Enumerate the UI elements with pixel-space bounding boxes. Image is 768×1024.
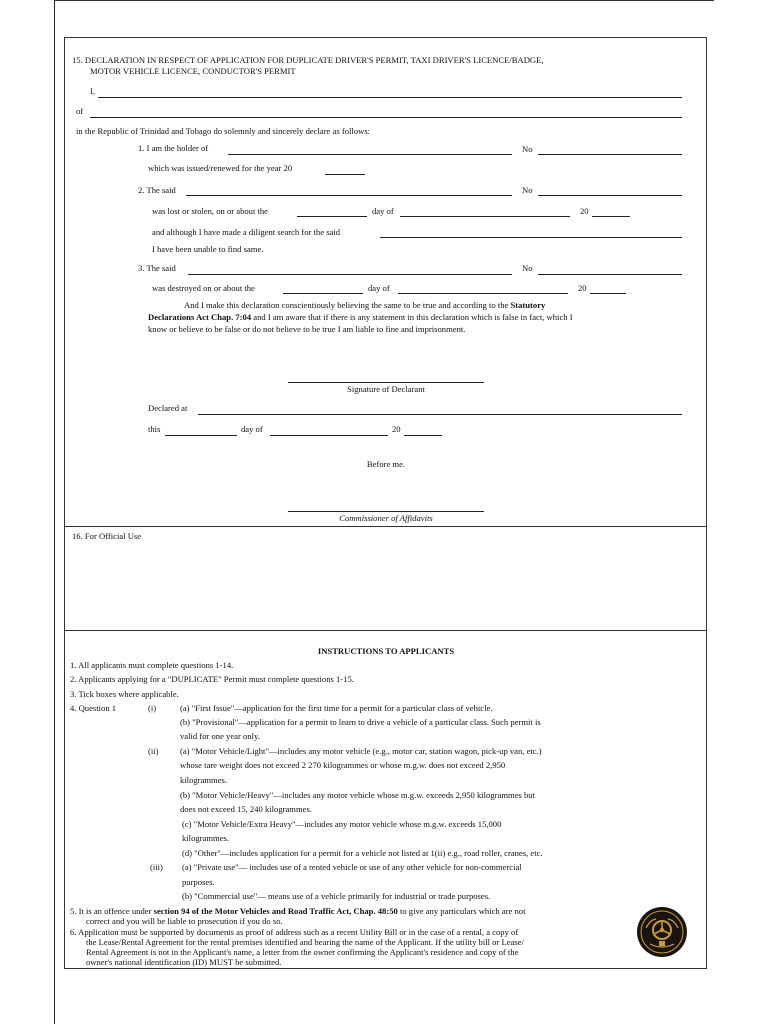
item-1-label: 1. I am the holder of	[138, 143, 209, 153]
declared-month-field[interactable]	[270, 435, 388, 436]
page-left-edge	[54, 0, 55, 1024]
instruction-6-cont-3: owner's national identification (ID) MUST be submitted.	[86, 957, 282, 967]
official-use-label: 16. For Official Use	[72, 531, 142, 541]
day-of-label-2: day of	[368, 283, 390, 293]
instruction-5-cont: correct and you will be liable to prosecution if you do so.	[86, 916, 283, 926]
instruction-1: 1. All applicants must complete questions 1-14.	[70, 660, 234, 670]
diligent-search-label: and although I have made a diligent search for the said	[152, 227, 341, 237]
instruction-3: 3. Tick boxes where applicable.	[70, 689, 179, 699]
item-2-document-field[interactable]	[186, 195, 512, 196]
mv-extra-heavy-def: (c) "Motor Vehicle/Extra Heavy"—includes any motor vehicle whose m.g.w. exceeds 15,000	[182, 819, 502, 829]
licensing-authority-seal	[636, 906, 688, 958]
roman-iii: (iii)	[150, 862, 163, 872]
instruction-2: 2. Applicants applying for a "DUPLICATE" Permit must complete questions 1-15.	[70, 674, 354, 684]
declared-at-field[interactable]	[198, 414, 682, 415]
instruction-6-cont-2: Rental Agreement is not in the Applicant's name, a letter from the owner confirming the Applicant's residence and copy of the	[86, 947, 519, 957]
instruction-5-act: section 94 of the Motor Vehicles and Road Traffic Act, Chap. 48:50	[153, 906, 398, 916]
section-15-heading-cont: MOTOR VEHICLE LICENCE, CONDUCTOR'S PERMIT	[90, 66, 296, 76]
section-15-heading: 15. DECLARATION IN RESPECT OF APPLICATION FOR DUPLICATE DRIVER'S PERMIT, TAXI DRIVER'S LICENCE/BADGE,	[72, 55, 544, 65]
item-2-label: 2. The said	[138, 185, 176, 195]
commissioner-signature-line[interactable]	[288, 511, 484, 512]
issued-renewed-label: which was issued/renewed for the year 20	[148, 163, 293, 173]
of-label: of	[76, 106, 84, 116]
lost-year-field[interactable]	[592, 216, 630, 217]
before-me-label: Before me.	[366, 459, 406, 469]
declared-at-label: Declared at	[148, 403, 188, 413]
address-field[interactable]	[90, 117, 682, 118]
official-use-area[interactable]	[66, 545, 704, 629]
instruction-5-a: 5. It is an offence under	[70, 906, 154, 916]
no-label: No	[522, 144, 533, 154]
declared-year-field[interactable]	[404, 435, 442, 436]
roman-i: (i)	[148, 703, 157, 713]
instruction-6-cont-1: the Lease/Rental Agreement for the rental premises identified and bearing the name of the Applicant. If the utility bill or Lease/	[86, 937, 524, 947]
section-divider-16-instructions	[64, 630, 706, 631]
commissioner-label: Commissioner of Affidavits	[339, 513, 433, 523]
roman-ii: (ii)	[148, 746, 159, 756]
year-prefix: 20	[580, 206, 589, 216]
republic-statement: in the Republic of Trinidad and Tobago do solemnly and sincerely declare as follows:	[76, 126, 370, 136]
lost-month-field[interactable]	[400, 216, 570, 217]
declaration-text-2b: and I am aware that if there is any statement in this declaration which is false in fact, which I	[251, 312, 573, 322]
day-of-label-3: day of	[241, 424, 263, 434]
no-label-2: No	[522, 185, 533, 195]
no-label-3: No	[522, 263, 533, 273]
mv-extra-heavy-def-2: kilogrammes.	[182, 833, 230, 843]
lost-date-field[interactable]	[297, 216, 367, 217]
item-3-number-field[interactable]	[538, 274, 682, 275]
item-3-document-field[interactable]	[188, 274, 512, 275]
item-2-number-field[interactable]	[538, 195, 682, 196]
issued-year-field[interactable]	[325, 174, 365, 175]
holder-of-field[interactable]	[228, 154, 512, 155]
statutory-text: Statutory	[510, 300, 546, 310]
mv-light-def-3: kilogrammes.	[180, 775, 228, 785]
page-top-rule	[54, 0, 714, 1]
destroyed-year-field[interactable]	[590, 293, 626, 294]
signature-of-declarant-label: Signature of Declarant	[347, 384, 425, 394]
private-use-def: (a) "Private use"— includes use of a rented vehicle or use of any other vehicle for non-commercial	[182, 862, 522, 872]
this-label: this	[148, 424, 161, 434]
mv-light-def: (a) "Motor Vehicle/Light"—includes any motor vehicle (e.g., motor car, station wagon, pick-up van, etc.)	[180, 746, 542, 756]
instructions-title: INSTRUCTIONS TO APPLICANTS	[317, 646, 455, 656]
seal-emblem-icon	[636, 906, 688, 958]
declarations-act-text: Declarations Act Chap. 7:04	[148, 312, 252, 322]
first-issue-def: (a) "First Issue"—application for the first time for a permit for a particular class of vehicle.	[180, 703, 493, 713]
declaration-line-1	[184, 300, 545, 311]
provisional-def: (b) "Provisional"—application for a permit to learn to drive a vehicle of a particular class. Such permit is	[180, 717, 541, 727]
unable-to-find-label: I have been unable to find same.	[152, 244, 264, 254]
day-of-label: day of	[372, 206, 394, 216]
declaration-text-1a: And I make this declaration conscientiously believing the same to be true and according to the	[184, 300, 511, 310]
holder-number-field[interactable]	[538, 154, 682, 155]
other-def: (d) "Other"—includes application for a permit for a vehicle not listed at 1(ii) e.g., road roller, cranes, etc.	[182, 848, 543, 858]
instruction-6: 6. Application must be supported by documents as proof of address such as a recent Utility Bill or in the case of a rental, a copy of	[70, 927, 519, 937]
declaration-line-3: know or believe to be false or do not believe to be true I am liable to fine and imprisonment.	[148, 324, 466, 334]
section-divider-15-16	[64, 526, 706, 527]
commercial-use-def: (b) "Commercial use"— means use of a vehicle primarily for industrial or trade purposes.	[182, 891, 491, 901]
private-use-def-2: purposes.	[182, 877, 215, 887]
destroyed-label: was destroyed on or about the	[152, 283, 255, 293]
mv-heavy-def: (b) "Motor Vehicle/Heavy"—includes any motor vehicle whose m.g.w. exceeds 2,950 kilogrammes but	[180, 790, 535, 800]
searched-item-field[interactable]	[380, 237, 682, 238]
year-prefix-2: 20	[578, 283, 587, 293]
destroyed-month-field[interactable]	[398, 293, 568, 294]
year-prefix-3: 20	[392, 424, 401, 434]
signature-line[interactable]	[288, 382, 484, 383]
provisional-def-cont: valid for one year only.	[180, 731, 260, 741]
instruction-4-label: 4. Question 1	[70, 703, 117, 713]
mv-heavy-def-2: does not exceed 15, 240 kilogrammes.	[180, 804, 312, 814]
destroyed-date-field[interactable]	[283, 293, 363, 294]
mv-light-def-2: whose tare weight does not exceed 2 270 kilogrammes or whose m.g.w. does not exceed 2,950	[180, 760, 506, 770]
declared-day-field[interactable]	[165, 435, 237, 436]
item-3-label: 3. The said	[138, 263, 176, 273]
lost-stolen-label: was lost or stolen, on or about the	[152, 206, 268, 216]
instruction-5-c: to give any particulars which are not	[397, 906, 526, 916]
i-label: I,	[90, 86, 96, 96]
name-field[interactable]	[98, 97, 682, 98]
declaration-line-2	[148, 312, 573, 323]
